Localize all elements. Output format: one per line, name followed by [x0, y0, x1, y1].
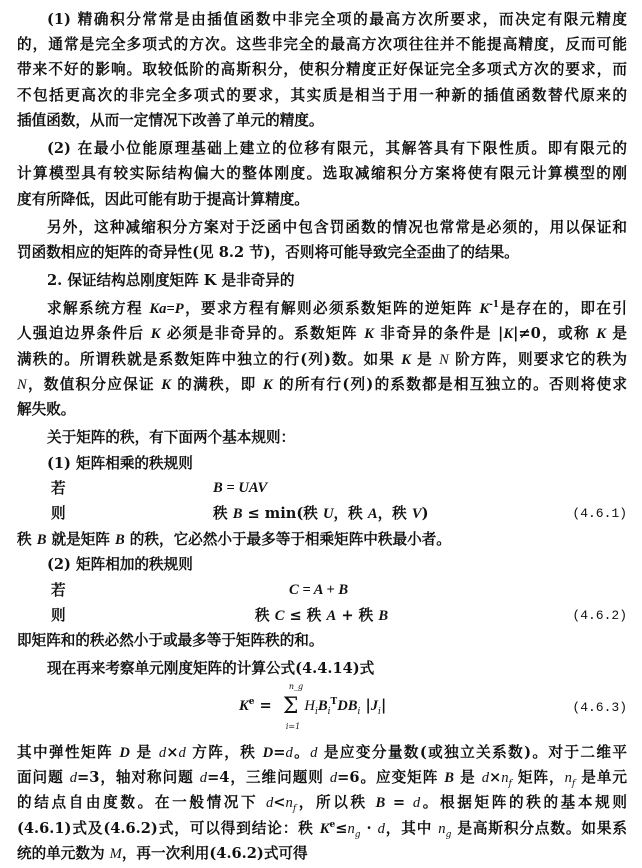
math-bold-symbol: K: [319, 820, 330, 837]
text-line: [17, 816, 627, 841]
formula-sup: T: [330, 696, 338, 707]
text-line: [17, 161, 627, 186]
formula-sup: e: [248, 696, 255, 707]
text-run: 现在再来考察单元刚度矩阵的计算公式(4.4.14)式: [47, 660, 375, 678]
subscript: f: [571, 778, 576, 789]
formula-expression: [239, 681, 387, 731]
equation-expression: B = UAV: [213, 480, 268, 497]
math-italic-symbol: d: [310, 744, 318, 761]
text-run: 是高斯积分点数。如果系: [451, 819, 627, 837]
text-run: 度有所降低，因此可能有助于提高计算精度。: [17, 190, 309, 208]
text-run: (2) 在最小位能原理基础上建立的位移有限元，其解答具有下限性质。即有限元的: [47, 139, 627, 157]
math-bold-symbol: K: [503, 326, 514, 343]
text-run: 秩: [213, 505, 233, 523]
math-italic-symbol: d: [481, 770, 489, 787]
sum-lower-limit: i=1: [285, 721, 301, 731]
text-run: (2) 矩阵相加的秩规则: [47, 556, 193, 574]
text-run: 的秩，它必然小于最多等于相乘矩阵中秩最小者。: [124, 530, 451, 548]
math-bold-symbol: K: [161, 376, 171, 393]
math-bold-symbol: D: [119, 744, 130, 761]
text-run: =3，轴对称问题: [77, 769, 200, 787]
math-italic-symbol: d: [199, 770, 208, 787]
text-run: 带来不好的影响。取较低阶的高斯积分，使积分精度正好保证完全多项式方次的要求，而: [17, 61, 627, 79]
math-bold-symbol: C: [274, 607, 285, 624]
math-bold-symbol: K: [479, 300, 490, 317]
text-line: [17, 7, 627, 32]
formula-lhs: K: [239, 697, 249, 714]
math-bold-symbol: A: [367, 506, 378, 523]
math-italic-symbol: d: [69, 770, 78, 787]
equation-number: (4.6.3): [572, 699, 627, 715]
math-italic-symbol: M: [109, 846, 122, 863]
text-line: [17, 108, 627, 133]
equation-number: (4.6.1): [572, 506, 627, 522]
equation-expression: [213, 501, 428, 527]
text-line: [17, 740, 627, 765]
text-run: 面问题: [17, 769, 70, 787]
equation-if-label: 若: [51, 480, 66, 498]
math-italic-symbol: d: [285, 744, 293, 761]
text-run: 计算模型具有较实际结构偏大的整体刚度。选取减缩积分方案将使有限元计算模型的刚: [17, 165, 627, 183]
text-block: [17, 740, 627, 867]
text-run: ，再一次利用(4.6.2)式可得: [121, 845, 308, 863]
math-bold-symbol: D: [262, 744, 274, 761]
text-block: [17, 527, 627, 578]
text-run: 是单元: [575, 769, 627, 787]
text-line: [17, 136, 627, 161]
math-italic-symbol: n: [501, 770, 509, 787]
text-run: ，要求方程有解则必须系数矩阵的逆矩阵: [183, 299, 480, 317]
text-line: [17, 552, 627, 577]
text-run: 罚函数相应的矩阵的奇异性(见 8.2 节)，否则将可能导致完全歪曲了的结果。: [17, 244, 519, 262]
text-line: [17, 372, 627, 397]
equation-expression: [255, 603, 388, 629]
text-block: [17, 7, 627, 477]
text-line: [17, 527, 627, 552]
math-italic-symbol: d: [412, 795, 421, 812]
math-bold-symbol: A: [326, 607, 337, 624]
subscript: f: [508, 778, 512, 789]
document-page: [17, 4, 627, 867]
math-italic-symbol: n: [285, 795, 293, 812]
equation-expression: C = A + B: [289, 581, 349, 598]
text-run: ，秩: [377, 505, 412, 523]
text-line: [17, 841, 627, 866]
math-italic-symbol: d: [377, 820, 385, 837]
text-run: 。根据矩阵的秩的基本规则: [420, 794, 627, 812]
formula-term: H: [304, 697, 315, 714]
text-run: <: [273, 794, 286, 812]
math-italic-symbol: n: [564, 770, 572, 787]
equation-if-label: 若: [51, 581, 66, 599]
text-line: [17, 296, 627, 321]
text-line: [17, 765, 627, 790]
formula-sub: i: [314, 706, 318, 717]
superscript: -1: [489, 299, 500, 310]
text-run: =: [385, 794, 413, 812]
text-line: [17, 451, 627, 476]
subscript: g: [354, 829, 361, 840]
math-italic-symbol: d: [178, 744, 186, 761]
text-run: =6。应变矩阵: [337, 769, 445, 787]
text-run: 插值函数，从而一定情况下改善了单元的精度。: [17, 112, 324, 130]
text-run: 求解系统方程: [47, 299, 150, 317]
text-run: 秩: [255, 606, 275, 624]
text-run: 另外，这种减缩积分方案对于泛函中包含罚函数的情况也常常是必须的，用以保证和: [47, 218, 627, 236]
text-run: 的所有行(列)的系数都是相互独立的。否则将使求: [272, 375, 627, 393]
text-run: 人强迫边界条件后: [17, 325, 151, 343]
math-bold-symbol: B: [375, 795, 386, 812]
math-bold-symbol: B: [378, 607, 389, 624]
text-line: [17, 397, 627, 422]
text-run: ≤ min(秩: [242, 505, 323, 523]
text-run: ): [421, 505, 429, 523]
text-run: ×: [166, 743, 179, 761]
math-bold-symbol: B: [232, 506, 243, 523]
text-line: [17, 240, 627, 265]
math-italic-symbol: n: [347, 820, 355, 837]
text-run: ×: [488, 769, 502, 787]
text-run: 关于矩阵的秩，有下面两个基本规则：: [47, 429, 296, 447]
equation-row: [17, 578, 627, 603]
text-line: [17, 187, 627, 212]
text-run: 解失败。: [17, 401, 76, 419]
math-bold-symbol: Ka=P: [149, 300, 184, 317]
text-run: =: [273, 743, 286, 761]
text-line: [17, 628, 627, 653]
text-run: 是存在的，即在引: [499, 299, 627, 317]
math-bold-symbol: B: [36, 531, 47, 548]
text-run: ，所以秩: [296, 794, 376, 812]
text-line: [17, 347, 627, 372]
text-run: |≠0，或称: [513, 325, 597, 343]
text-run: 方阵，秩: [185, 743, 263, 761]
formula-abs-open: |: [360, 696, 371, 714]
text-line: [17, 32, 627, 57]
formula-term: J: [370, 697, 379, 714]
math-bold-symbol: U: [323, 506, 334, 523]
text-run: 2. 保证结构总刚度矩阵 K 是非奇异的: [47, 271, 295, 289]
text-run: 非奇异的条件是 |: [373, 325, 504, 343]
math-bold-symbol: K: [401, 351, 411, 368]
text-line: [17, 215, 627, 240]
text-run: 是: [454, 769, 482, 787]
formula-sub: i: [378, 706, 381, 717]
text-run: (1) 矩阵相乘的秩规则: [47, 454, 193, 472]
text-run: ≤: [335, 819, 348, 837]
text-run: 的满秩，即: [170, 375, 263, 393]
text-run: 是: [605, 325, 627, 343]
math-italic-symbol: N: [17, 376, 27, 393]
text-run: =4，三维问题则: [207, 769, 330, 787]
math-bold-symbol: V: [411, 506, 422, 523]
text-run: ·: [360, 819, 378, 837]
text-run: ，秩: [333, 505, 368, 523]
subscript: g: [445, 829, 452, 840]
math-bold-symbol: K: [150, 326, 161, 343]
formula-term: DB: [337, 697, 358, 714]
superscript: e: [329, 819, 336, 830]
equation-row: [17, 501, 627, 526]
text-run: ≤ 秩: [284, 606, 327, 624]
text-run: 其中弹性矩阵: [17, 743, 120, 761]
math-bold-symbol: K: [262, 376, 273, 393]
text-run: 就是矩阵: [46, 530, 115, 548]
text-run: 是应变分量数(或独立关系数)。对于二维平: [317, 743, 627, 761]
text-line: [17, 321, 627, 346]
text-line: [17, 57, 627, 82]
text-run: ，其中: [384, 819, 439, 837]
formula-sub: i: [327, 706, 331, 717]
text-run: ，数值积分应保证: [26, 375, 162, 393]
math-italic-symbol: N: [439, 351, 449, 368]
text-line: [17, 656, 627, 681]
math-italic-symbol: d: [266, 795, 274, 812]
text-run: 是: [129, 743, 159, 761]
math-bold-symbol: B: [114, 531, 125, 548]
text-line: [17, 425, 627, 450]
equation-row: [17, 603, 627, 628]
formula-term: B: [317, 697, 328, 714]
math-bold-symbol: K: [364, 326, 374, 343]
text-run: 满秩的。所谓秩就是系数矩阵中独立的行(列)数。如果: [17, 350, 402, 368]
sum-upper-limit: n_g: [288, 681, 304, 691]
text-run: 阶方阵，则要求它的秩为: [448, 350, 627, 368]
formula-equals: =: [254, 696, 277, 714]
text-run: 不包括更高次的非完全多项式的要求，其实质是相当于用一种新的插值函数替代原来的: [17, 86, 627, 104]
math-italic-symbol: d: [329, 770, 338, 787]
equation-then-label: 则: [51, 606, 66, 624]
text-run: 的结点自由度数。在一般情况下: [17, 794, 266, 812]
text-block: [17, 628, 627, 681]
summation-symbol: Σ n_g i=1: [282, 681, 304, 731]
text-run: 秩: [17, 530, 37, 548]
text-run: + 秩: [336, 606, 379, 624]
text-run: 的，通常是完全多项式的方次。这些非完全的最高方次项往往并不能提高精度，反而可能: [17, 35, 627, 53]
formula-abs-close: |: [380, 696, 387, 714]
subscript: f: [292, 804, 297, 815]
text-line: [17, 268, 627, 293]
text-line: [17, 790, 627, 815]
text-run: (1) 精确积分常常是由插值函数中非完全项的最高方次所要求，而决定有限元精度: [47, 10, 627, 28]
math-italic-symbol: d: [158, 744, 167, 761]
math-italic-symbol: n: [438, 820, 446, 837]
math-bold-symbol: K: [596, 326, 606, 343]
text-run: 。: [292, 743, 311, 761]
text-run: 统的单元数为: [17, 845, 110, 863]
formula-sub: i: [357, 706, 361, 717]
equation-number: (4.6.2): [572, 607, 627, 623]
formula-4-6-3: [17, 682, 627, 740]
text-run: 矩阵，: [511, 769, 565, 787]
equation-then-label: 则: [51, 505, 66, 523]
equation-row: [17, 476, 627, 501]
text-line: [17, 83, 627, 108]
text-run: 必须是非奇异的。系数矩阵: [160, 325, 365, 343]
math-bold-symbol: B: [444, 770, 455, 787]
text-run: 是: [410, 350, 440, 368]
text-run: 即矩阵和的秩必然小于或最多等于矩阵秩的和。: [17, 632, 324, 650]
text-run: (4.6.1)式及(4.6.2)式，可以得到结论：秩: [17, 819, 320, 837]
